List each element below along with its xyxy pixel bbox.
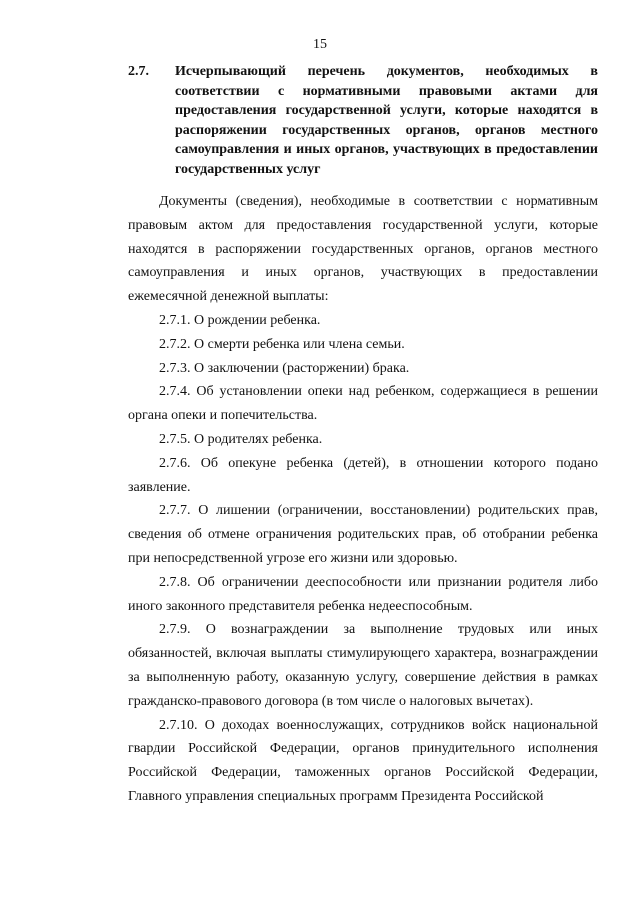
document-body [128, 190, 598, 809]
section-number: 2.7. [128, 64, 149, 79]
intro-paragraph: Документы (сведения), необходимые в соответствии с нормативным правовым актом для предоставления государственной услуги, которые находятся в распоряжении государственных органов, органов местного самоуправления и иных органов, участвующих в предоставлении ежемесячной денежной выплаты: [128, 194, 598, 305]
list-item-2-7-3: 2.7.3. О заключении (расторжении) брака. [159, 360, 410, 376]
section-heading [128, 62, 598, 179]
list-item-2-7-6: 2.7.6. Об опекуне ребенка (детей), в отношении которого подано заявление. [128, 455, 598, 495]
list-item-2-7-10: 2.7.10. О доходах военнослужащих, сотрудников войск национальной гвардии Российской Федерации, органов принудительного исполнения Российской Федерации, таможенных органов Российской Федерации, Главного управления специальных программ Президента Российской [128, 717, 598, 804]
page-number: 15 [313, 37, 327, 52]
list-item-2-7-4: 2.7.4. Об установлении опеки над ребенком, содержащиеся в решении органа опеки и попечительства. [128, 384, 598, 424]
list-item-2-7-7: 2.7.7. О лишении (ограничении, восстановлении) родительских прав, сведения об отмене ограничения родительских прав, об отобрании ребенка при непосредственной угрозе его жизни или здоровью. [128, 503, 598, 566]
list-item-2-7-5: 2.7.5. О родителях ребенка. [159, 431, 323, 447]
list-item-2-7-2: 2.7.2. О смерти ребенка или члена семьи. [159, 336, 405, 352]
section-title: Исчерпывающий перечень документов, необходимых в соответствии с нормативными правовыми актами для предоставления государственной услуги, которые находятся в распоряжении государственных органов, органов местного самоуправления и иных органов, участвующих в предоставлении государственных услуг [175, 64, 598, 177]
list-item-2-7-9: 2.7.9. О вознаграждении за выполнение трудовых или иных обязанностей, включая выплаты стимулирующего характера, вознаграждении за выполненную работу, оказанную услугу, совершение действия в рамках гражданско-правового договора (в том числе о налоговых вычетах). [128, 622, 598, 709]
list-item-2-7-8: 2.7.8. Об ограничении дееспособности или признании родителя либо иного законного представителя ребенка недееспособным. [128, 574, 598, 614]
list-item-2-7-1: 2.7.1. О рождении ребенка. [159, 312, 321, 328]
